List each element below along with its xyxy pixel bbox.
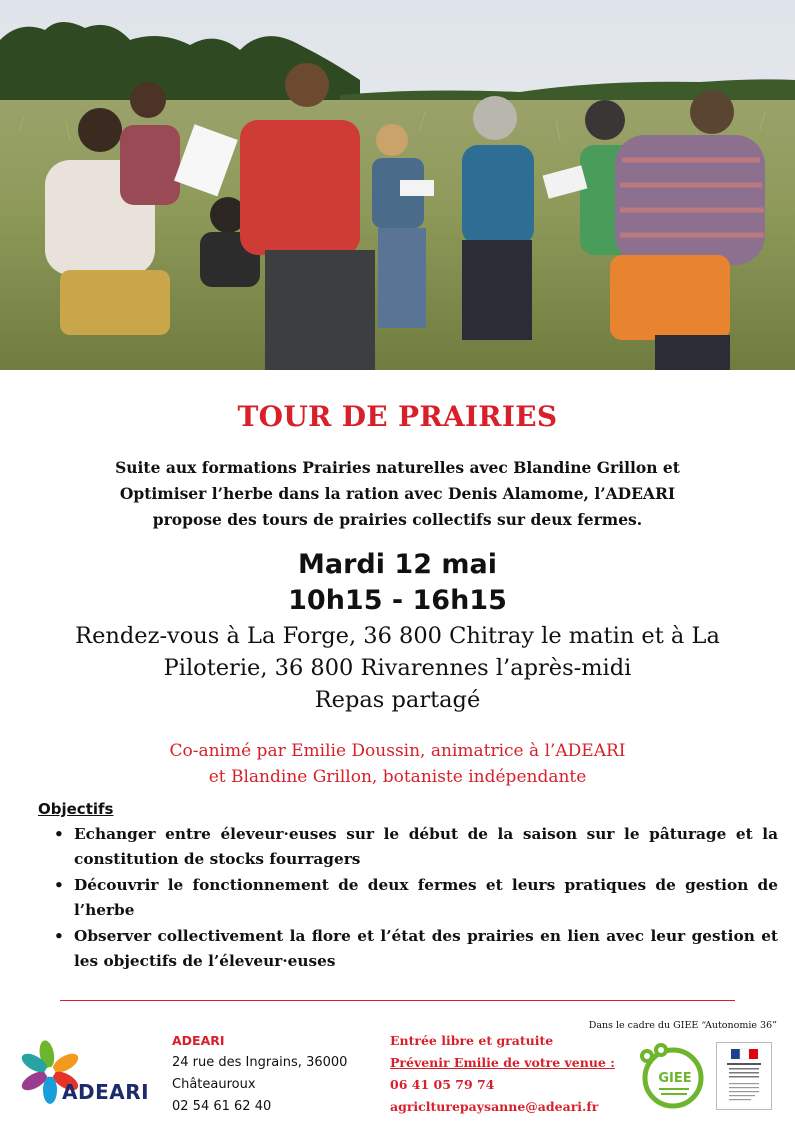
giee-framework-note: Dans le cadre du GIEE “Autonomie 36” bbox=[588, 1020, 777, 1031]
org-name: ADEARI bbox=[172, 1033, 225, 1048]
giee-logo-icon bbox=[633, 1042, 709, 1110]
event-datetime bbox=[0, 547, 795, 619]
objective-item bbox=[48, 873, 778, 923]
location-line: Rendez-vous à La Forge, 36 800 Chitray le matin et à La bbox=[75, 623, 720, 649]
registration-info bbox=[390, 1030, 615, 1118]
intro-line: Optimiser l’herbe dans la ration avec Denis Alamome, l’ADEARI bbox=[119, 484, 676, 503]
objective-item bbox=[48, 822, 778, 872]
address-city: Châteauroux bbox=[172, 1077, 256, 1092]
footer-divider bbox=[60, 1000, 735, 1001]
contact-phone[interactable]: 06 41 05 79 74 bbox=[390, 1077, 495, 1092]
org-phone: 02 54 61 62 40 bbox=[172, 1099, 272, 1114]
event-hours: 10h15 - 16h15 bbox=[288, 585, 507, 616]
meadow-group-photo bbox=[0, 0, 795, 370]
intro-line: propose des tours de prairies collectifs sur deux fermes. bbox=[152, 510, 643, 529]
animators-line: et Blandine Grillon, botaniste indépendante bbox=[208, 767, 587, 787]
objective-item bbox=[48, 924, 778, 974]
marianne-emblem-icon bbox=[717, 1043, 771, 1109]
objectives-heading: Objectifs bbox=[38, 800, 114, 818]
event-location bbox=[20, 620, 775, 716]
giee-label: GIEE bbox=[658, 1071, 692, 1086]
objective-text: Echanger entre éleveur·euses sur le début de la saison sur le pâturage et la constitution de stocks fourragers bbox=[74, 825, 778, 868]
page-title: TOUR DE PRAIRIES bbox=[237, 400, 558, 433]
objectives-list bbox=[48, 822, 778, 975]
header-photo bbox=[0, 0, 795, 370]
intro-line: Suite aux formations Prairies naturelles avec Blandine Grillon et bbox=[115, 458, 680, 477]
entry-note: Entrée libre et gratuite bbox=[390, 1033, 554, 1048]
event-date: Mardi 12 mai bbox=[298, 549, 497, 580]
objective-text: Observer collectivement la flore et l’état des prairies en lien avec leur gestion et les objectifs de l’éleveur·euses bbox=[74, 927, 778, 970]
bullet-icon: • bbox=[54, 876, 64, 894]
government-logo-icon bbox=[716, 1042, 772, 1110]
address-street: 24 rue des Ingrains, 36000 bbox=[172, 1055, 348, 1070]
animators bbox=[0, 738, 795, 790]
contact-email[interactable]: agriclturepaysanne@adeari.fr bbox=[390, 1099, 599, 1114]
notice-note: Prévenir Emilie de votre venue : bbox=[390, 1055, 615, 1070]
animators-line: Co-animé par Emilie Doussin, animatrice à l’ADEARI bbox=[169, 741, 626, 761]
adeari-logo-text: ADEARI bbox=[62, 1080, 150, 1104]
location-line: Piloterie, 36 800 Rivarennes l’après-midi bbox=[163, 655, 632, 681]
objective-text: Découvrir le fonctionnement de deux fermes et leurs pratiques de gestion de l’herbe bbox=[74, 876, 778, 919]
bullet-icon: • bbox=[54, 927, 64, 945]
bullet-icon: • bbox=[54, 825, 64, 843]
meal-note: Repas partagé bbox=[314, 687, 481, 713]
organization-address bbox=[172, 1030, 347, 1118]
intro-paragraph bbox=[40, 455, 755, 533]
